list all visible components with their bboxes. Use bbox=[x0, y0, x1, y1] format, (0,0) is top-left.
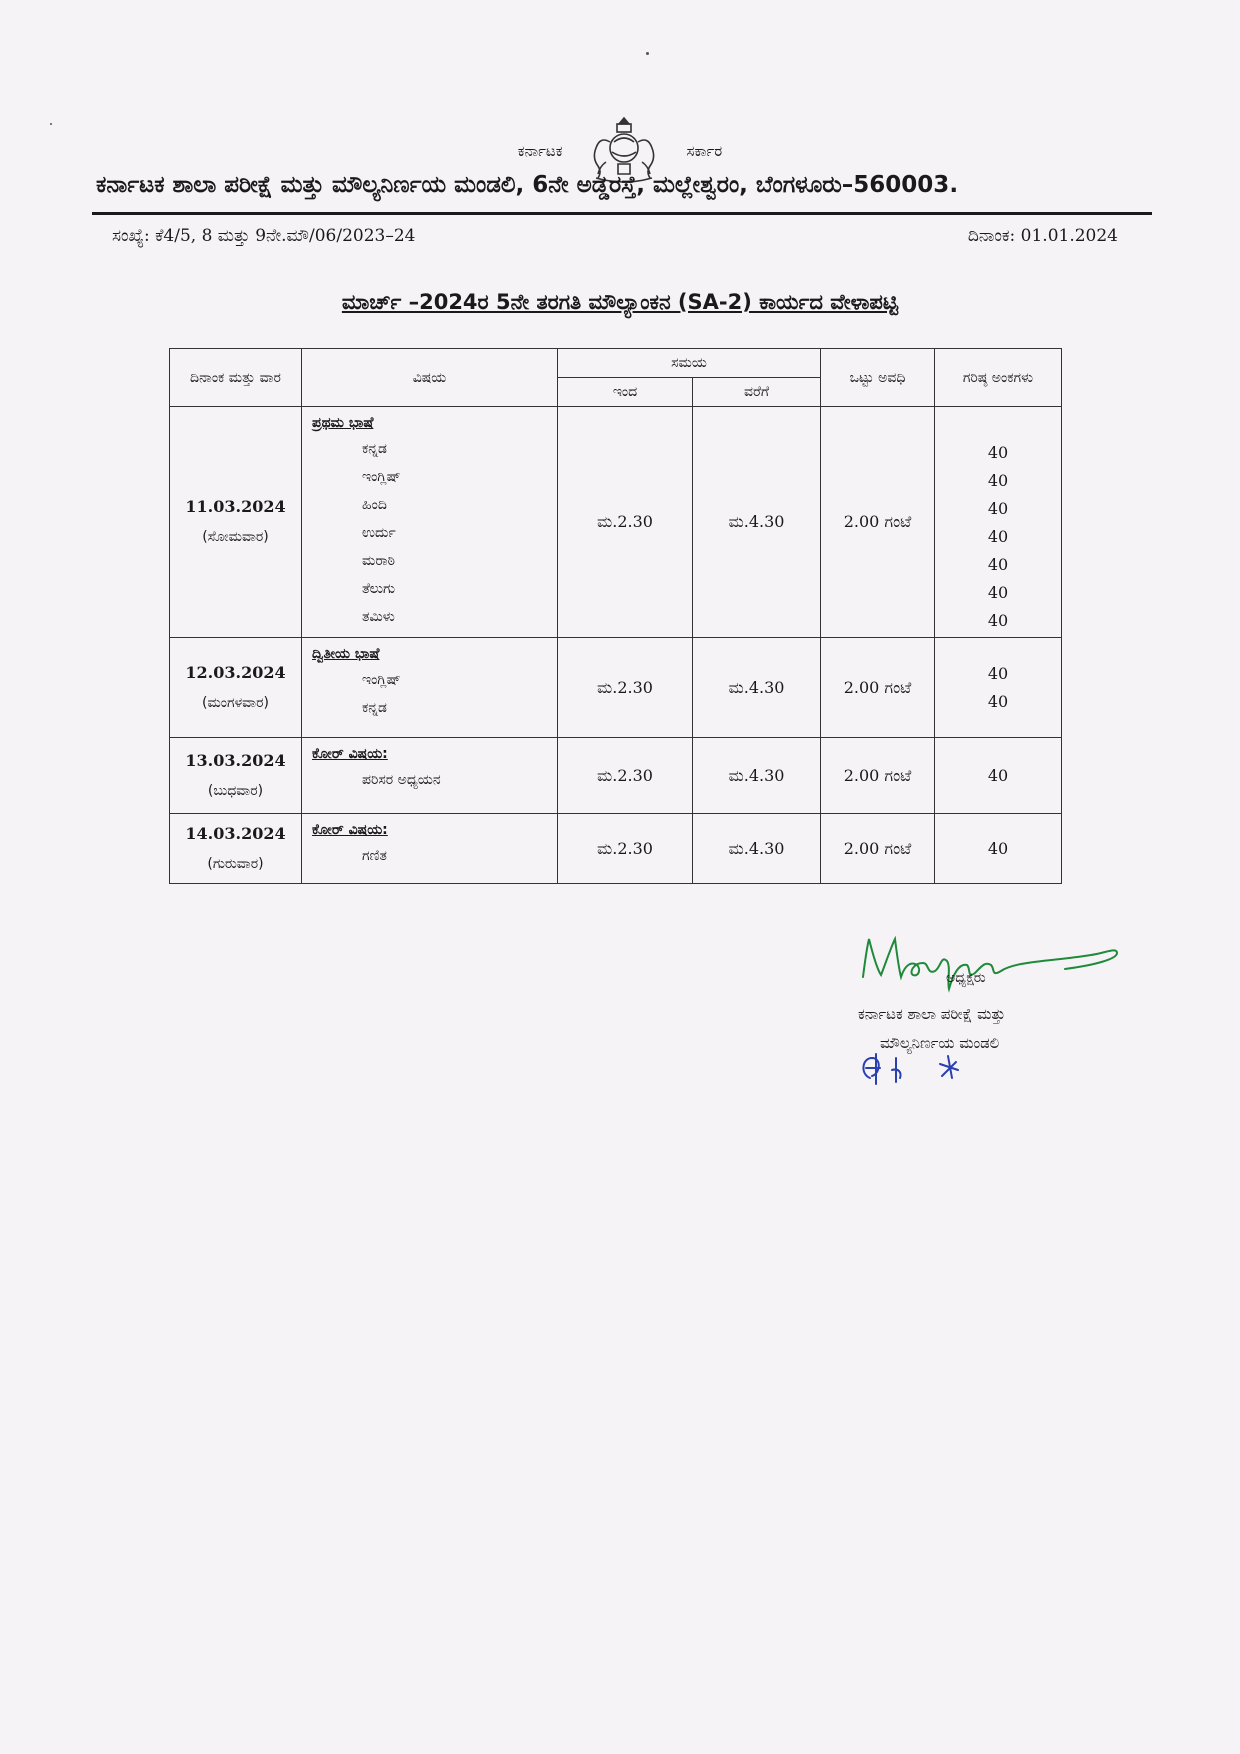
time-to: ಮ.4.30 bbox=[693, 814, 821, 884]
table-row bbox=[170, 814, 1062, 884]
scan-speck bbox=[50, 123, 52, 125]
date-cell: 13.03.2024 (ಬುಧವಾರ) bbox=[170, 738, 302, 814]
time-to: ಮ.4.30 bbox=[693, 738, 821, 814]
time-from: ಮ.2.30 bbox=[558, 638, 693, 738]
time-from: ಮ.2.30 bbox=[558, 814, 693, 884]
marks-cell: 40 40 40 40 40 40 40 bbox=[935, 407, 1062, 638]
document-title: ಮಾರ್ಚ್ –2024ರ 5ನೇ ತರಗತಿ ಮೌಲ್ಯಾಂಕನ (SA-2) ಕಾರ್ಯದ ವೇಳಾಪಟ್ಟಿ bbox=[341, 290, 899, 314]
subject-cell: ಕೋರ್ ವಿಷಯ: ಪರಿಸರ ಅಧ್ಯಯನ bbox=[302, 738, 558, 814]
header-date-day: ದಿನಾಂಕ ಮತ್ತು ವಾರ bbox=[170, 349, 302, 407]
subject-item: ತೆಲುಗು bbox=[362, 581, 396, 597]
table-row bbox=[170, 407, 1062, 638]
duration: 2.00 ಗಂಟೆ bbox=[821, 814, 935, 884]
marks-cell: 40 bbox=[935, 738, 1062, 814]
duration: 2.00 ಗಂಟೆ bbox=[821, 738, 935, 814]
header-duration: ಒಟ್ಟು ಅವಧಿ bbox=[821, 349, 935, 407]
subject-item: ಪರಿಸರ ಅಧ್ಯಯನ bbox=[362, 772, 441, 788]
subject-item: ಕನ್ನಡ bbox=[362, 441, 387, 457]
duration: 2.00 ಗಂಟೆ bbox=[821, 407, 935, 638]
chairman-signature bbox=[855, 925, 1155, 995]
subject-item: ತಮಿಳು bbox=[362, 609, 395, 625]
issue-date: ದಿನಾಂಕ: 01.01.2024 bbox=[967, 226, 1118, 246]
subject-item: ಮರಾಠಿ bbox=[362, 553, 396, 569]
subject-cell: ಪ್ರಥಮ ಭಾಷೆ ಕನ್ನಡ ಇಂಗ್ಲಿಷ್ ಹಿಂದಿ ಉರ್ದು ಮರಾಠಿ ತೆಲುಗು ತಮಿಳು bbox=[302, 407, 558, 638]
date-cell: 12.03.2024 (ಮಂಗಳವಾರ) bbox=[170, 638, 302, 738]
time-from: ಮ.2.30 bbox=[558, 738, 693, 814]
date-cell: 14.03.2024 (ಗುರುವಾರ) bbox=[170, 814, 302, 884]
signatory-title: ಅಧ್ಯಕ್ಷರು bbox=[946, 970, 986, 986]
subject-cell: ದ್ವಿತೀಯ ಭಾಷೆ ಇಂಗ್ಲಿಷ್ ಕನ್ನಡ bbox=[302, 638, 558, 738]
date-cell: 11.03.2024 (ಸೋಮವಾರ) bbox=[170, 407, 302, 638]
header-time: ಸಮಯ bbox=[558, 349, 821, 378]
time-to: ಮ.4.30 bbox=[693, 407, 821, 638]
marks-cell: 40 bbox=[935, 814, 1062, 884]
table-row bbox=[170, 738, 1062, 814]
header-subject: ವಿಷಯ bbox=[302, 349, 558, 407]
header-to: ವರೆಗೆ bbox=[693, 378, 821, 407]
subject-item: ಇಂಗ್ಲಿಷ್ bbox=[362, 469, 401, 485]
signatory-org-line2: ಮೌಲ್ಯನಿರ್ಣಯ ಮಂಡಲಿ bbox=[880, 1034, 1000, 1052]
subject-item: ಕನ್ನಡ bbox=[362, 700, 387, 716]
subject-item: ಇಂಗ್ಲಿಷ್ bbox=[362, 672, 401, 688]
duration: 2.00 ಗಂಟೆ bbox=[821, 638, 935, 738]
subject-cell: ಕೋರ್ ವಿಷಯ: ಗಣಿತ bbox=[302, 814, 558, 884]
exam-timetable bbox=[169, 348, 1062, 884]
government-label: ಸರ್ಕಾರ bbox=[686, 142, 723, 160]
header-max-marks: ಗರಿಷ್ಠ ಅಂಕಗಳು bbox=[935, 349, 1062, 407]
subject-item: ಉರ್ದು bbox=[362, 525, 396, 541]
state-label: ಕರ್ನಾಟಕ bbox=[517, 142, 563, 160]
marks-cell: 40 40 bbox=[935, 638, 1062, 738]
header-rule bbox=[92, 212, 1152, 215]
board-address: ಕರ್ನಾಟಕ ಶಾಲಾ ಪರೀಕ್ಷೆ ಮತ್ತು ಮೌಲ್ಯನಿರ್ಣಯ ಮಂಡಲಿ, 6ನೇ ಅಡ್ಡರಸ್ತೆ, ಮಲ್ಲೇಶ್ವರಂ, ಬೆಂಗಳೂರು–560003. bbox=[96, 172, 959, 198]
header-from: ಇಂದ bbox=[558, 378, 693, 407]
signatory-org-line1: ಕರ್ನಾಟಕ ಶಾಲಾ ಪರೀಕ್ಷೆ ಮತ್ತು bbox=[858, 1005, 1006, 1023]
initials-mark bbox=[856, 1048, 976, 1088]
subject-item: ಹಿಂದಿ bbox=[362, 497, 387, 513]
subject-item: ಗಣಿತ bbox=[362, 848, 387, 864]
reference-number: ಸಂಖ್ಯೆ: ಕೆ4/5, 8 ಮತ್ತು 9ನೇ.ಮೌ/06/2023–24 bbox=[112, 226, 416, 246]
time-from: ಮ.2.30 bbox=[558, 407, 693, 638]
scan-speck bbox=[646, 52, 649, 55]
time-to: ಮ.4.30 bbox=[693, 638, 821, 738]
table-row bbox=[170, 638, 1062, 738]
